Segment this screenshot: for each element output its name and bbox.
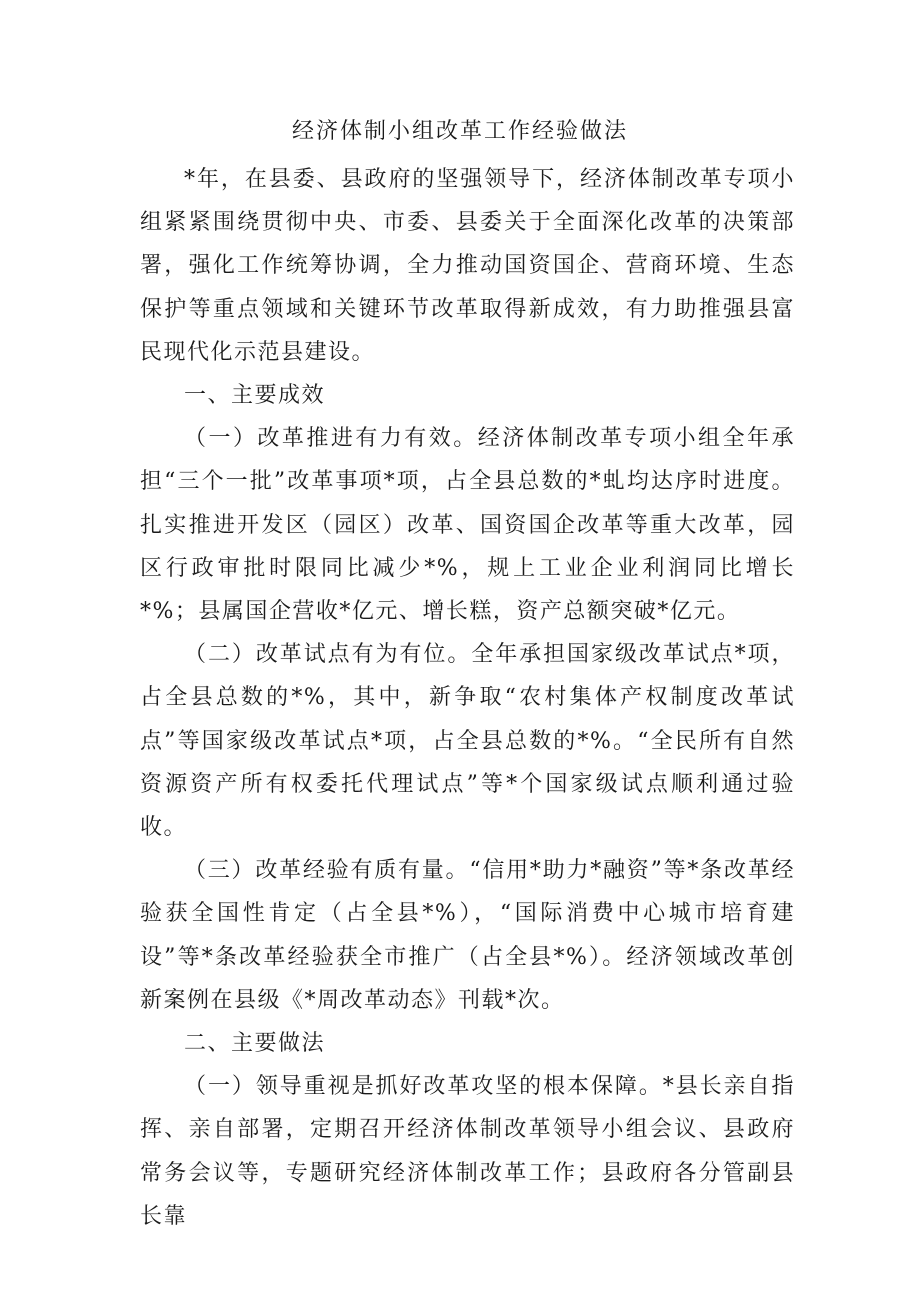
results-paragraph-3: （三）改革经验有质有量。“信用*助力*融资”等*条改革经验获全国性肯定（占全县*%），“国际消费中心城市培育建设”等*条改革经验获全市推广（占全县*%）。经济领域改革创新案例在县级《*周改革动态》刊载*次。 [140, 858, 795, 1013]
results-paragraph-2: （二）改革试点有为有位。全年承担国家级改革试点*项，占全县总数的*%，其中，新争取“农村集体产权制度改革试点”等国家级改革试点*项，占全县总数的*%。“全民所有自然资源资产所有权委托代理试点”等*个国家级试点顺利通过验收。 [140, 642, 795, 841]
document-title: 经济体制小组改革工作经验做法 [291, 119, 628, 144]
results-paragraph-1: （一）改革推进有力有效。经济体制改革专项小组全年承担“三个一批”改革事项*项，占全县总数的*虬均达序时进度。扎实推进开发区（园区）改革、国资国企改革等重大改革，园区行政审批时限同比减少*%，规上工业企业利润同比增长*%；县属国企营收*亿元、增长糕，资产总额突破*亿元。 [140, 426, 795, 625]
section-heading-results: 一、主要成效 [184, 383, 326, 409]
intro-paragraph: *年，在县委、县政府的坚强领导下，经济体制改革专项小组紧紧围绕贯彻中央、市委、县委关于全面深化改革的决策部署，强化工作统筹协调，全力推动国资国企、营商环境、生态保护等重点领域和关键环节改革取得新成效，有力助推强县富民现代化示范县建设。 [140, 167, 795, 365]
document-body [140, 158, 795, 1238]
section-heading-practices: 二、主要做法 [184, 1031, 326, 1057]
practices-paragraph-1: （一）领导重视是抓好改革攻坚的根本保障。*县长亲自指挥、亲自部署，定期召开经济体制改革领导小组会议、县政府常务会议等，专题研究经济体制改革工作；县政府各分管副县长靠 [140, 1074, 795, 1229]
